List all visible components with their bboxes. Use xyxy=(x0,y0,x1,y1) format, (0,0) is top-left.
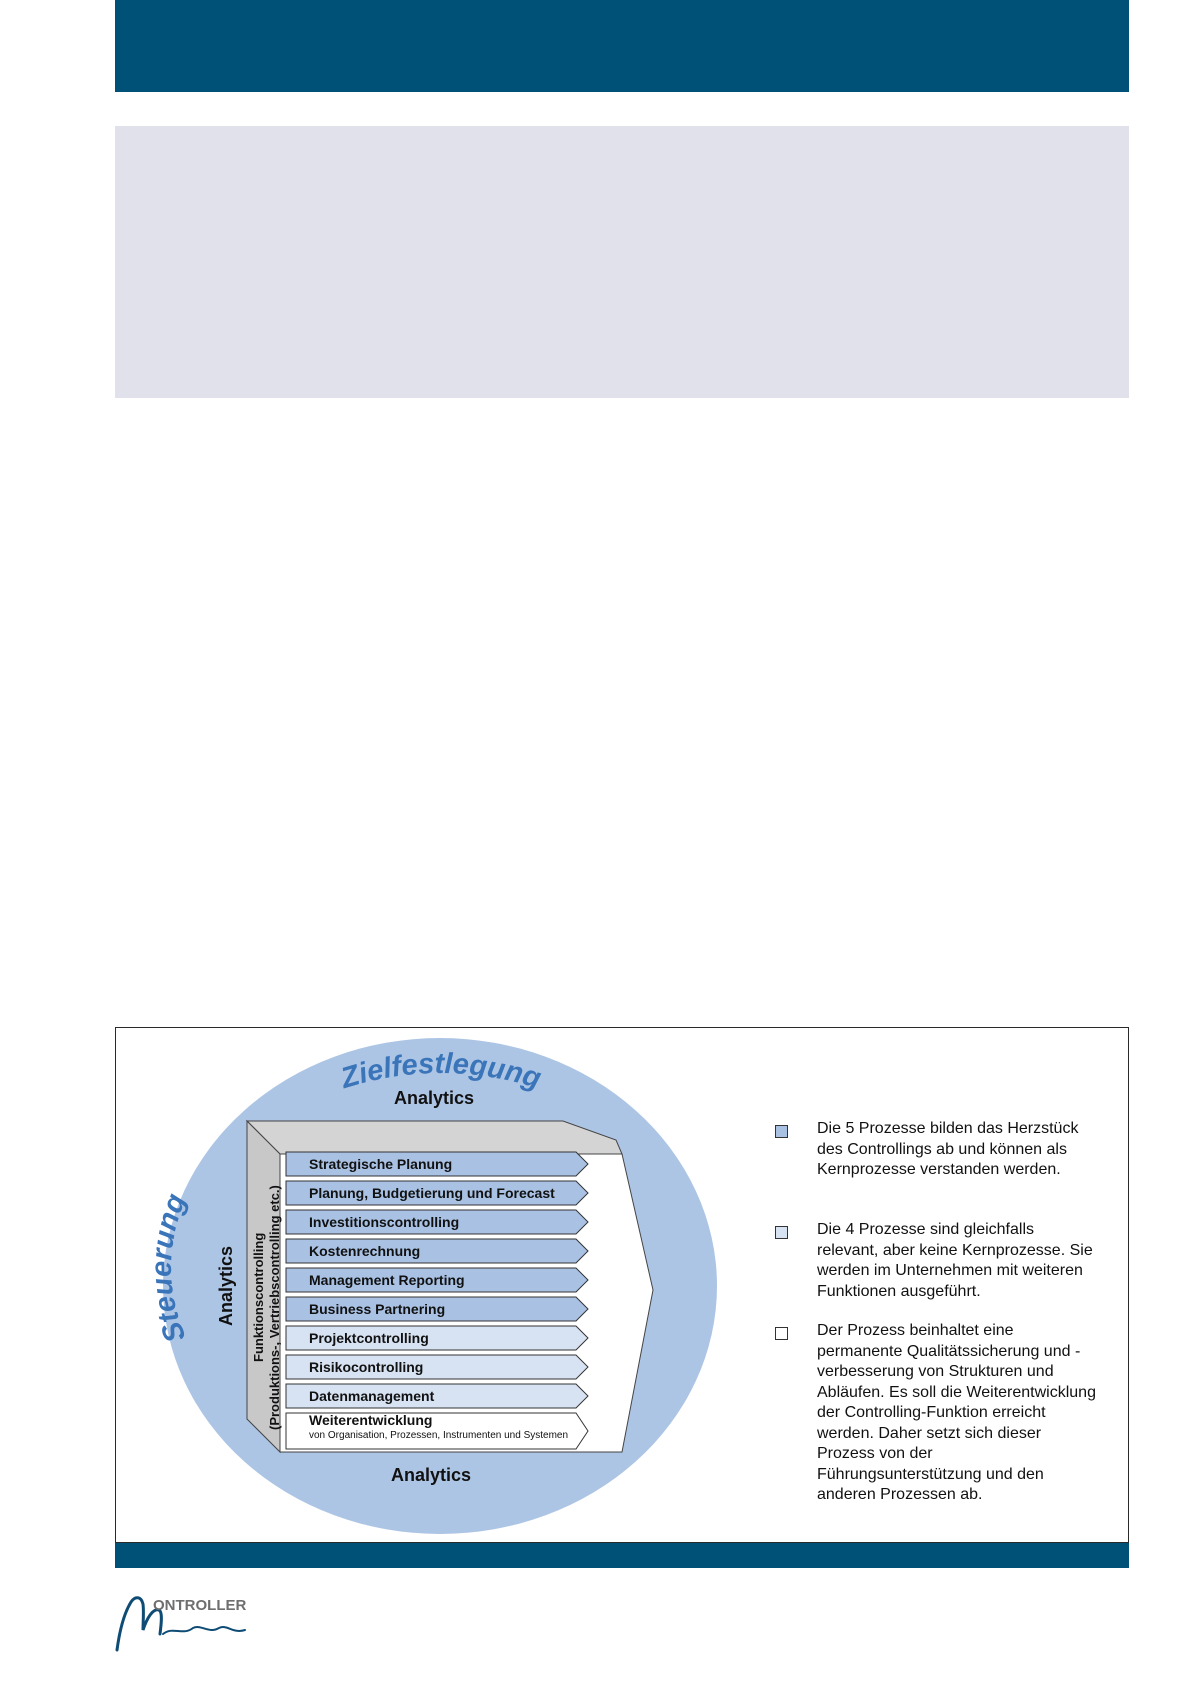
header-bar xyxy=(115,0,1129,92)
side-label-line1: Funktionscontrolling xyxy=(251,1232,266,1362)
logo-graphic xyxy=(113,1590,263,1652)
process-strategische-planung: Strategische Planung xyxy=(309,1156,453,1172)
logo-word: ONTROLLER xyxy=(153,1597,247,1614)
process-datenmanagement: Datenmanagement xyxy=(309,1388,435,1404)
process-figure xyxy=(115,1027,1129,1543)
process-management-reporting: Management Reporting xyxy=(309,1272,465,1288)
arc-title-left: Steuerung xyxy=(145,1189,193,1347)
analytics-bottom-label: Analytics xyxy=(391,1465,472,1485)
box-top-face xyxy=(247,1121,622,1154)
process-kostenrechnung: Kostenrechnung xyxy=(309,1243,421,1259)
process-business-partnering: Business Partnering xyxy=(309,1301,446,1317)
grey-panel xyxy=(115,126,1129,398)
legend-relevant-text: Die 4 Prozesse sind gleichfalls relevant, aber keine Kernprozesse. Sie werden im Unternehmen mit weiteren Funktionen ausgeführt. xyxy=(817,1221,1093,1300)
process-weiterentwicklung-sublabel: von Organisation, Prozessen, Instrumenten und Systemen xyxy=(309,1430,569,1441)
process-weiterentwicklung: Weiterentwicklung xyxy=(309,1412,433,1428)
legend-core-text: Die 5 Prozesse bilden das Herzstück des Controllings ab und können als Kernprozesse verstanden werden. xyxy=(817,1120,1079,1178)
controller-magazin-logo xyxy=(113,1590,263,1652)
analytics-left-label: Analytics xyxy=(216,1245,236,1326)
footer-bar xyxy=(115,1543,1129,1568)
legend-core-swatch xyxy=(775,1125,788,1138)
legend-development-swatch xyxy=(775,1327,788,1340)
process-risikocontrolling: Risikocontrolling xyxy=(309,1359,424,1375)
analytics-top-label: Analytics xyxy=(394,1088,475,1108)
arc-title-top: Zielfestlegung xyxy=(337,1047,545,1095)
process-planung-budgetierung-forecast: Planung, Budgetierung und Forecast xyxy=(309,1185,555,1201)
side-label-line2: (Produktions-, Vertriebscontrolling etc.) xyxy=(267,1185,282,1430)
process-investitionscontrolling: Investitionscontrolling xyxy=(309,1214,460,1230)
process-projektcontrolling: Projektcontrolling xyxy=(309,1330,429,1346)
legend-development-text: Der Prozess beinhaltet eine permanente Qualitätssicherung und -verbesserung von Strukturen und Abläufen. Es soll die Weiterentwicklung der Controlling-Funktion erreicht werden. Daher setzt sich dieser Prozess von der Führungsunterstützung und den anderen Prozessen ab. xyxy=(817,1322,1096,1503)
legend-relevant-swatch xyxy=(775,1226,788,1239)
